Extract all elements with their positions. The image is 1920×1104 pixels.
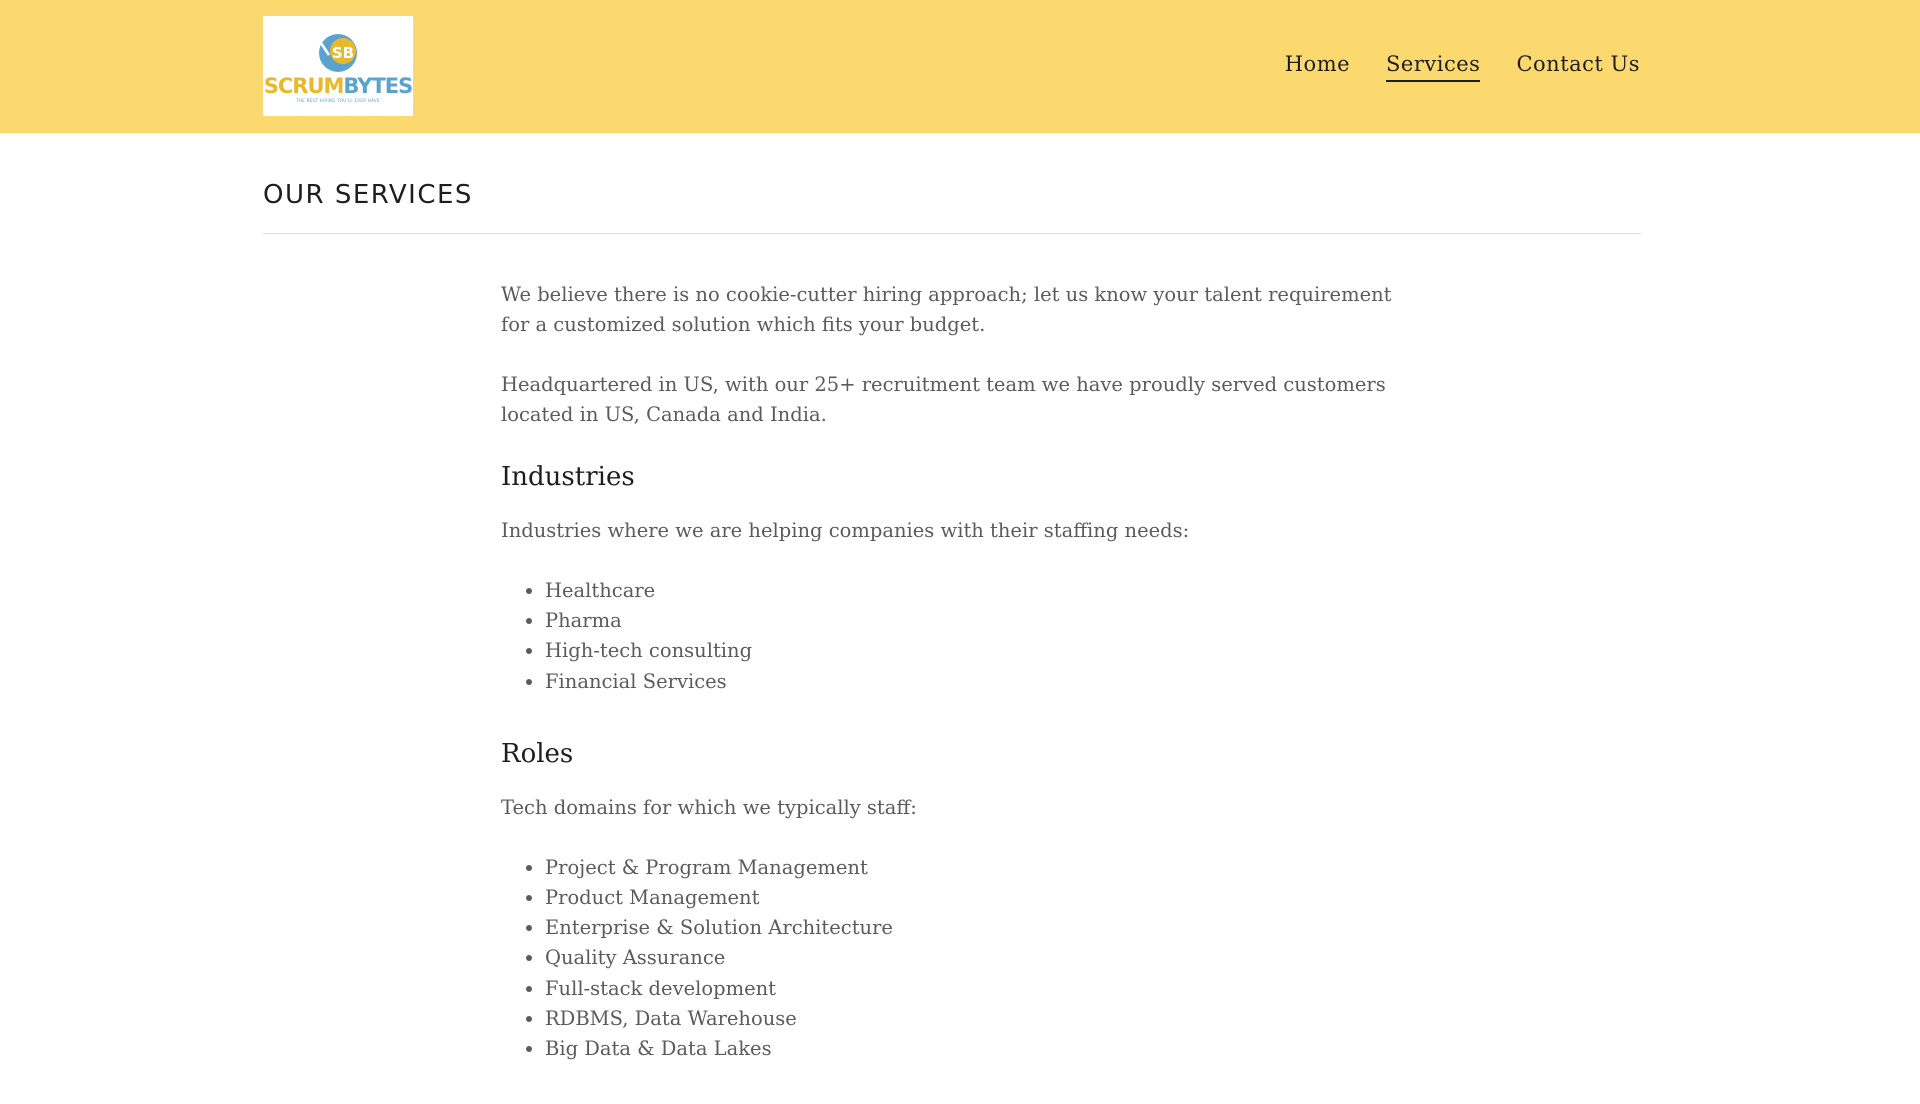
list-item: • Big Data & Data Lakes — [545, 1034, 1401, 1064]
nav-contact-us[interactable]: Contact Us — [1516, 52, 1640, 76]
list-item: • Enterprise & Solution Architecture — [545, 913, 1401, 943]
page-title: OUR SERVICES — [263, 180, 473, 210]
scrumbytes-logo[interactable] — [263, 16, 413, 116]
list-item: • Quality Assurance — [545, 943, 1401, 973]
logo-word-scrum: SCRUM — [263, 74, 344, 98]
logo-wordmark — [264, 75, 413, 97]
list-item: • Healthcare — [545, 576, 1401, 606]
logo-monogram: SB — [331, 44, 355, 62]
industries-lead: Industries where we are helping companies with their staffing needs: — [501, 519, 1190, 542]
headquarters-paragraph: Headquartered in US, with our 25+ recruitment team we have proudly served customers located in US, Canada and India. — [501, 373, 1386, 426]
roles-list — [545, 853, 1401, 1064]
logo-emblem-icon — [263, 29, 413, 77]
industries-heading: Industries — [501, 462, 635, 492]
nav-services[interactable]: Services — [1386, 52, 1480, 82]
title-divider — [263, 233, 1641, 234]
roles-heading: Roles — [501, 738, 574, 769]
list-item: • Pharma — [545, 606, 1401, 636]
list-item: • Financial Services — [545, 667, 1401, 697]
roles-lead: Tech domains for which we typically staff: — [501, 795, 917, 819]
main-nav — [1285, 52, 1640, 82]
list-item: • RDBMS, Data Warehouse — [545, 1004, 1401, 1034]
list-item: • Full-stack development — [545, 974, 1401, 1004]
logo-word-bytes: BYTES — [343, 74, 413, 98]
logo-tagline: THE BEST HIRING YOU'LL EVER HAVE — [296, 98, 380, 103]
site-header — [0, 0, 1920, 133]
services-content — [501, 280, 1401, 1104]
list-item: • Product Management — [545, 883, 1401, 913]
nav-home[interactable]: Home — [1284, 52, 1351, 76]
list-item: • Project & Program Management — [545, 853, 1401, 883]
intro-paragraph: We believe there is no cookie-cutter hiring approach; let us know your talent requirement for a customized solution which fits your budget. — [501, 283, 1392, 336]
list-item: • High-tech consulting — [545, 636, 1401, 666]
industries-list — [545, 576, 1401, 697]
